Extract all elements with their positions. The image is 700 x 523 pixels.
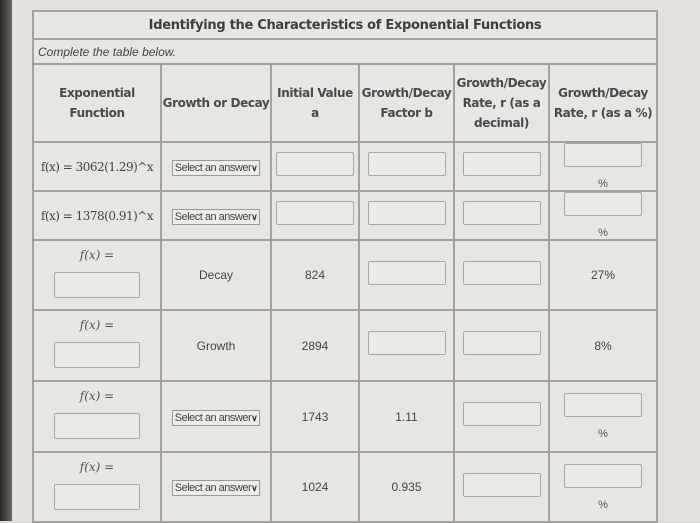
function-input[interactable] (54, 342, 140, 368)
table-cell (454, 452, 549, 522)
fx-label: f(x) = (79, 459, 115, 474)
factor-input[interactable] (368, 152, 446, 176)
growth-decay-value: Growth (196, 338, 236, 353)
header-initial-value: Initial Value a (271, 64, 359, 142)
fx-label: f(x) = (79, 247, 115, 262)
rate-decimal-input[interactable] (463, 261, 541, 285)
table-cell (549, 452, 657, 522)
table-row (33, 381, 657, 452)
table-title: Identifying the Characteristics of Exponential Functions (33, 11, 657, 39)
rate-percent-input[interactable] (564, 192, 642, 216)
table-cell (33, 381, 161, 452)
fx-label: f(x) = (79, 389, 115, 403)
rate-decimal-input[interactable] (463, 152, 541, 176)
rate-percent-value: 8% (594, 338, 612, 353)
exponential-functions-table (32, 10, 658, 523)
initial-value: 2894 (301, 338, 329, 353)
table-cell (359, 191, 454, 240)
growth-decay-select[interactable] (172, 410, 260, 426)
percent-sign: % (598, 428, 608, 440)
table-cell (161, 452, 271, 522)
table-cell (33, 191, 161, 240)
select-label: Select an answer (174, 161, 252, 174)
initial-value: 1743 (301, 409, 329, 424)
table-row (33, 142, 657, 191)
function-text: f(x) = 3062(1.29)^x (40, 159, 154, 174)
table-cell (161, 310, 271, 381)
table-cell (33, 452, 161, 522)
select-label: Select an answer (174, 210, 252, 223)
table-row (33, 240, 657, 310)
table-cell (271, 381, 359, 452)
rate-percent-value: 27% (591, 268, 616, 282)
table-cell (359, 452, 454, 522)
initial-value: 824 (304, 268, 326, 282)
factor-input[interactable] (368, 331, 446, 355)
table-cell (271, 310, 359, 381)
table-cell (454, 310, 549, 381)
rate-percent-input[interactable] (564, 393, 642, 417)
table-cell (454, 191, 549, 240)
initial-value: 1024 (301, 480, 329, 494)
function-input[interactable] (54, 484, 140, 510)
table-cell (359, 381, 454, 452)
factor-value: 0.935 (391, 480, 422, 494)
table-cell (359, 240, 454, 310)
chevron-down-icon: ∨ (251, 483, 258, 493)
rate-decimal-input[interactable] (463, 331, 541, 355)
table-cell (271, 452, 359, 522)
header-function: Exponential Function (33, 64, 161, 142)
table-cell (161, 142, 271, 191)
header-factor: Growth/Decay Factor b (359, 64, 454, 142)
table-cell (549, 240, 657, 310)
table-cell (454, 142, 549, 191)
table-cell (549, 310, 657, 381)
table-cell (271, 240, 359, 310)
table-cell (271, 191, 359, 240)
header-rate-decimal: Growth/Decay Rate, r (as a decimal) (454, 64, 549, 142)
table-row (33, 310, 657, 381)
table-cell (454, 381, 549, 452)
header-rate-percent: Growth/Decay Rate, r (as a %) (549, 64, 657, 142)
table-cell (33, 310, 161, 381)
table-cell (359, 310, 454, 381)
rate-decimal-input[interactable] (463, 201, 541, 225)
fx-label: f(x) = (79, 318, 115, 332)
factor-value: 1.11 (395, 409, 418, 424)
factor-input[interactable] (368, 201, 446, 225)
chevron-down-icon: ∨ (251, 412, 258, 423)
rate-decimal-input[interactable] (463, 473, 541, 497)
growth-decay-select[interactable] (172, 160, 260, 176)
function-text: f(x) = 1378(0.91)^x (40, 208, 154, 223)
table-cell (549, 381, 657, 452)
select-label: Select an answer (174, 482, 252, 494)
instruction-text: Complete the table below. (33, 39, 657, 64)
select-label: Select an answer (174, 411, 252, 424)
growth-decay-select[interactable] (172, 209, 260, 225)
table-cell (161, 191, 271, 240)
function-input[interactable] (54, 413, 140, 439)
percent-sign: % (598, 498, 608, 511)
header-row (33, 64, 657, 142)
initial-value-input[interactable] (276, 152, 354, 176)
table-row (33, 452, 657, 522)
table-cell (549, 191, 657, 240)
table-cell (454, 240, 549, 310)
table-row (33, 191, 657, 240)
factor-input[interactable] (368, 261, 446, 285)
rate-percent-input[interactable] (564, 143, 642, 167)
table-cell (161, 240, 271, 310)
rate-percent-input[interactable] (564, 464, 642, 488)
percent-sign: % (598, 227, 608, 239)
table-cell (33, 142, 161, 191)
initial-value-input[interactable] (276, 201, 354, 225)
table-cell (271, 142, 359, 191)
chevron-down-icon: ∨ (251, 162, 258, 173)
growth-decay-select[interactable] (172, 480, 260, 496)
table-cell (359, 142, 454, 191)
table-cell (549, 142, 657, 191)
table-cell (161, 381, 271, 452)
table-cell (33, 240, 161, 310)
growth-decay-value: Decay (198, 268, 233, 282)
monitor-bezel (0, 0, 12, 521)
function-input[interactable] (54, 272, 140, 298)
percent-sign: % (598, 178, 608, 190)
rate-decimal-input[interactable] (463, 402, 541, 426)
header-growth-decay: Growth or Decay (161, 64, 271, 142)
chevron-down-icon: ∨ (251, 211, 258, 222)
